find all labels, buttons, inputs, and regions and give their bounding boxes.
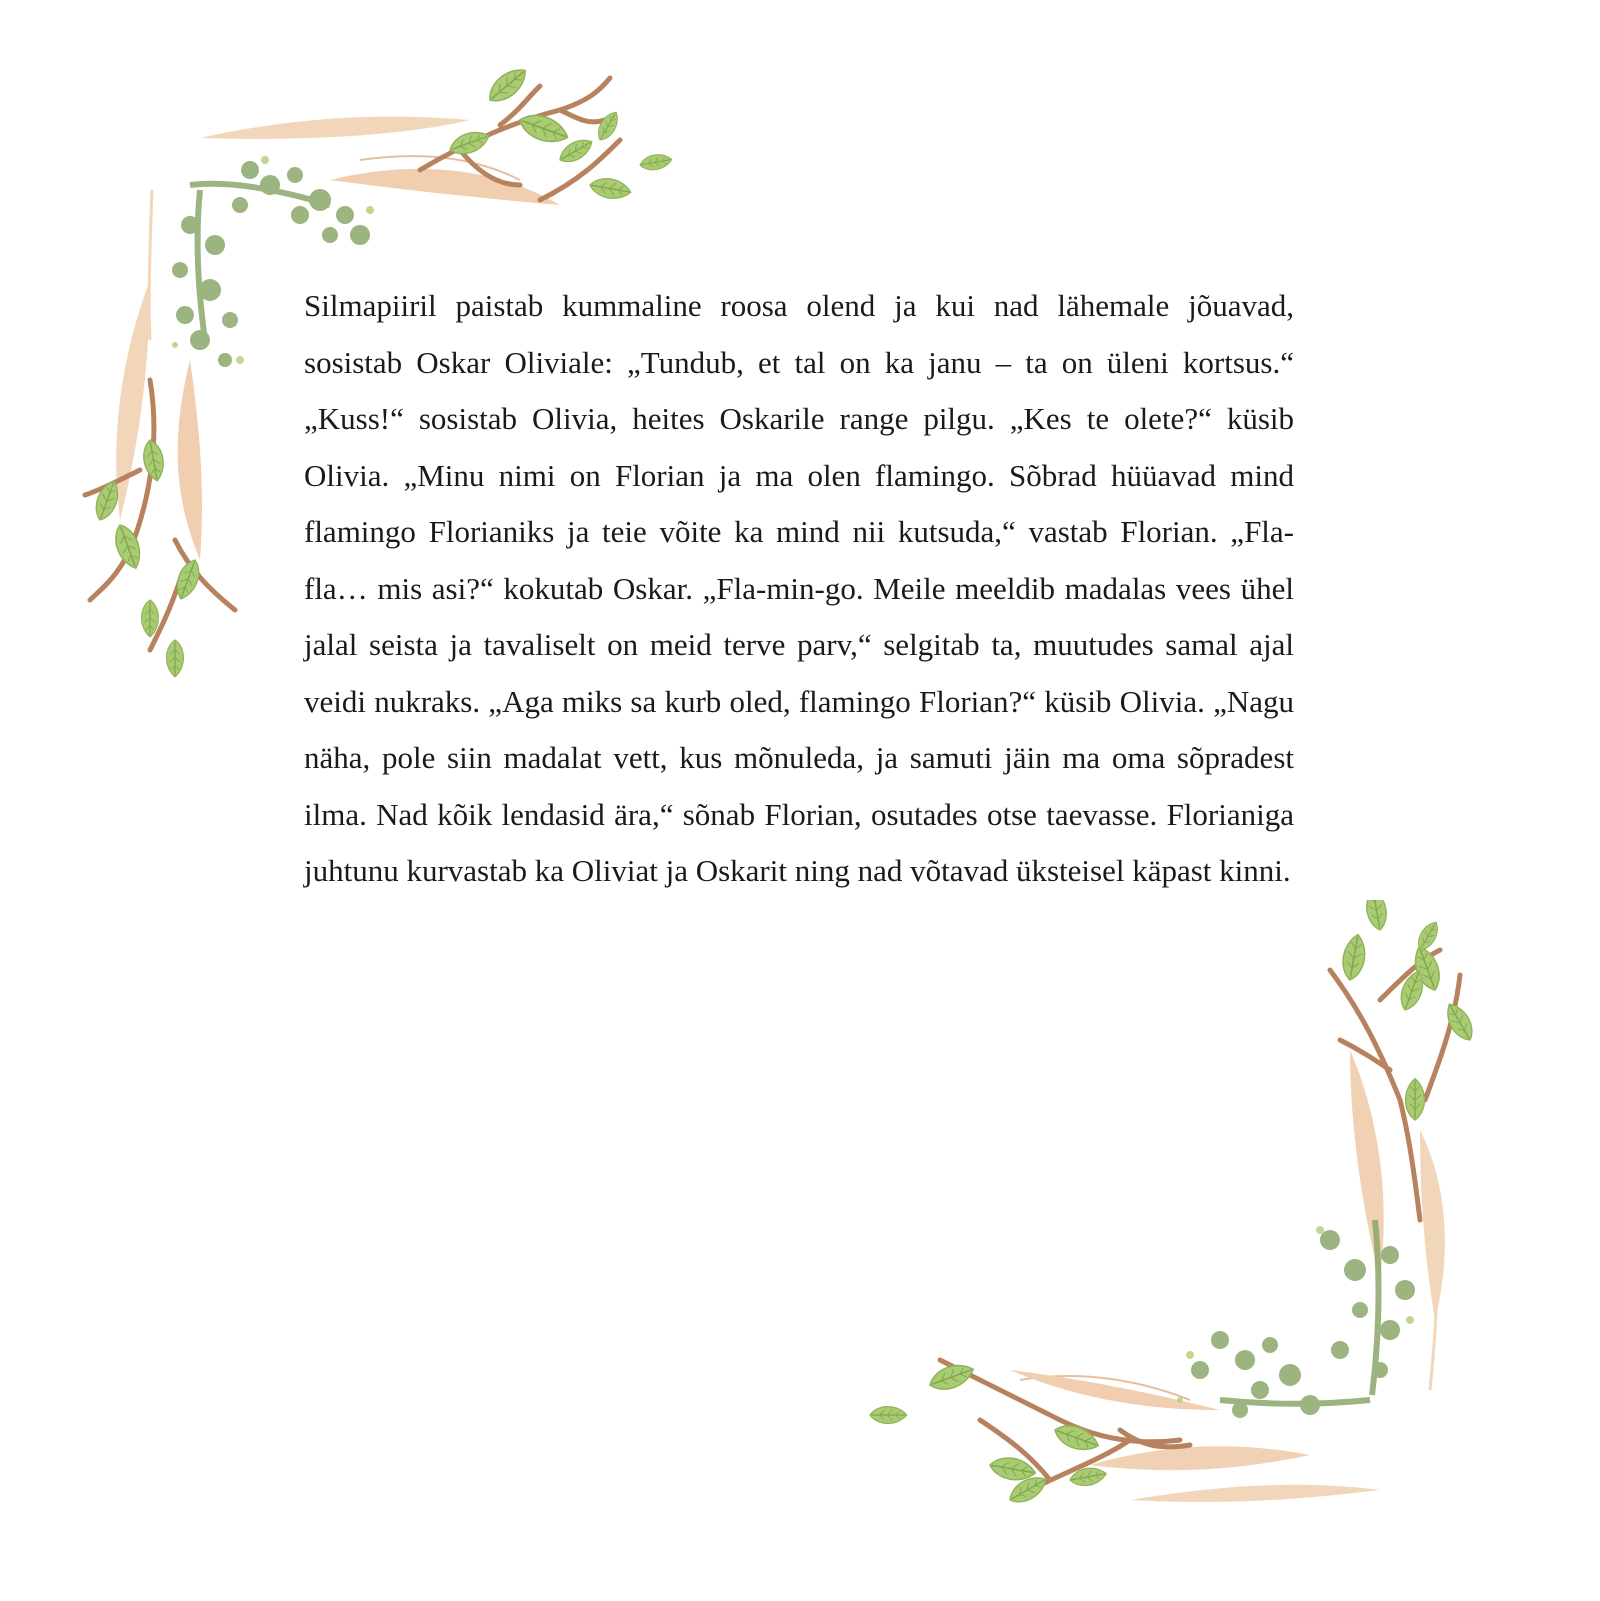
floral-corner-bottom-right <box>860 900 1600 1601</box>
branch-right <box>1330 950 1460 1220</box>
plume-right <box>1350 1050 1445 1390</box>
plume-left <box>116 190 202 560</box>
moss-cluster <box>1177 1220 1415 1418</box>
story-paragraph: Silmapiiril paistab kummaline roosa olend ja kui nad lähemale jõuavad, sosistab Oskar Oliviale: „Tundub, et tal on ka janu – ta on üleni kortsus.“ „Kuss!“ sosistab Olivia, heites Oskarile range pilgu. „Kes te olete?“ küsib Olivia. „Minu nimi on Florian ja ma olen flamingo. Sõbrad hüüavad mind flamingo Florianiks ja teie võite ka mind nii kutsuda,“ vastab Florian. „Fla-fla… mis asi?“ kokutab Oskar. „Fla-min-go. Meile meeldib madalas vees ühel jalal seista ja tavaliselt on meid terve parv,“ selgitab ta, muutudes samal ajal veidi nukraks. „Aga miks sa kurb oled, flamingo Florian?“ küsib Olivia. „Nagu näha, pole siin madalat vett, kus mõnuleda, ja samuti jäin ma oma sõpradest ilma. Nad kõik lendasid ära,“ sõnab Florian, osutades otse taevasse. Florianiga juhtunu kurvastab ka Oliviat ja Oskarit ning nad võtavad üksteisel käpast kinni. <box>304 288 1294 888</box>
